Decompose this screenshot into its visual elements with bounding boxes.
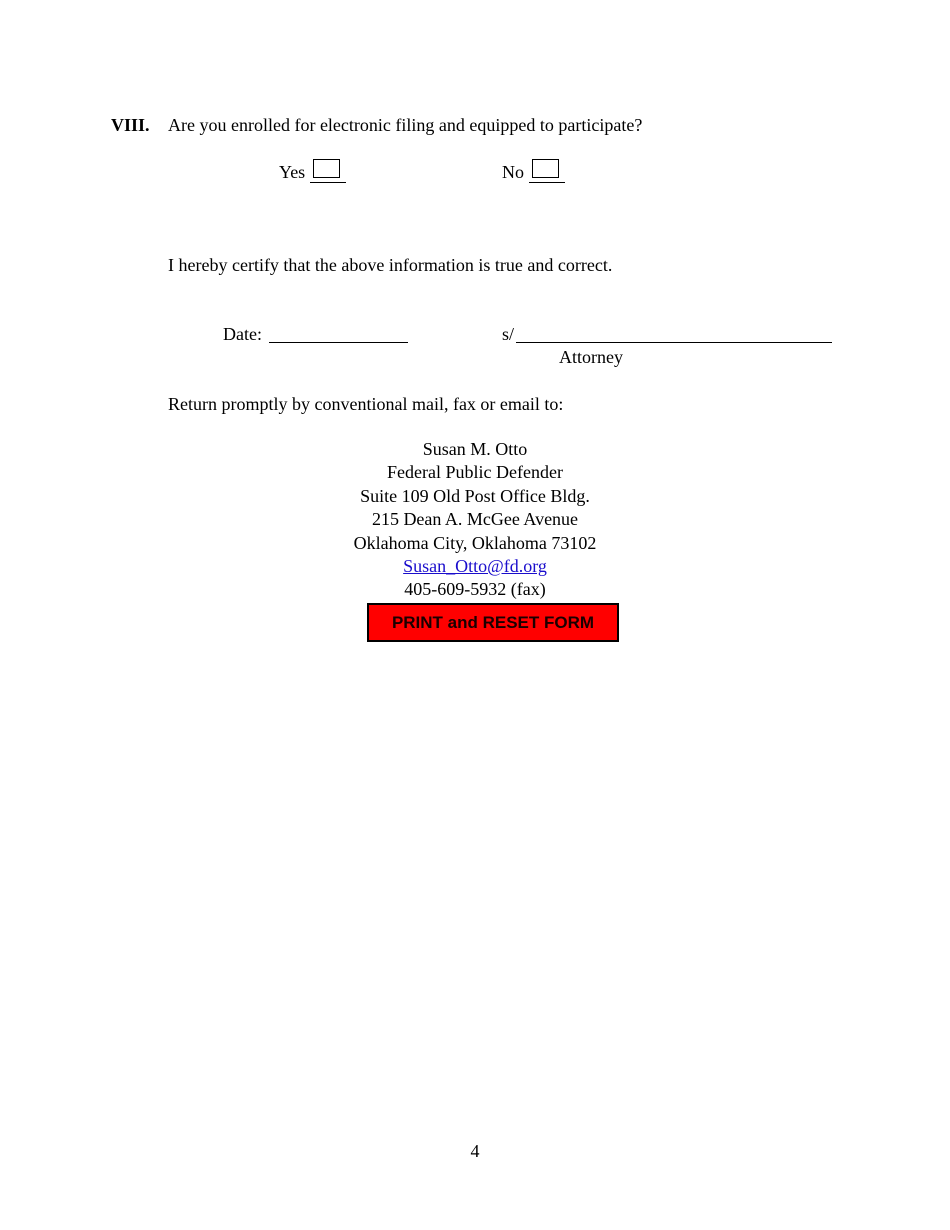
address-city: Oklahoma City, Oklahoma 73102 (353, 532, 597, 553)
no-checkbox-underline (529, 158, 565, 183)
date-label: Date: (223, 324, 262, 344)
address-fax: 405-609-5932 (fax) (404, 579, 546, 600)
yes-choice (279, 158, 346, 183)
yes-checkbox-underline (310, 158, 346, 183)
page-number: 4 (470, 1141, 480, 1161)
no-label: No (502, 162, 524, 182)
section-number: VIII. (111, 115, 150, 135)
no-choice (502, 158, 565, 183)
address-suite: Suite 109 Old Post Office Bldg. (360, 485, 590, 506)
no-checkbox[interactable] (532, 159, 559, 178)
enrollment-question: Are you enrolled for electronic filing and equipped to participate? (168, 115, 643, 135)
print-reset-button[interactable]: PRINT and RESET FORM (367, 603, 619, 642)
certification-statement: I hereby certify that the above information is true and correct. (168, 255, 613, 275)
address-email-line (275, 555, 675, 578)
address-street: 215 Dean A. McGee Avenue (371, 509, 579, 530)
date-field[interactable] (269, 342, 408, 343)
signature-field[interactable] (516, 342, 832, 343)
address-title: Federal Public Defender (387, 462, 563, 483)
address-name: Susan M. Otto (422, 439, 528, 459)
signature-caption: Attorney (559, 347, 623, 367)
return-instructions: Return promptly by conventional mail, fax or email to: (168, 394, 564, 414)
email-link[interactable]: Susan_Otto@fd.org (403, 555, 547, 576)
signature-prefix: s/ (502, 324, 515, 344)
yes-label: Yes (279, 162, 306, 182)
mailing-address (275, 438, 675, 602)
yes-checkbox[interactable] (313, 159, 340, 178)
